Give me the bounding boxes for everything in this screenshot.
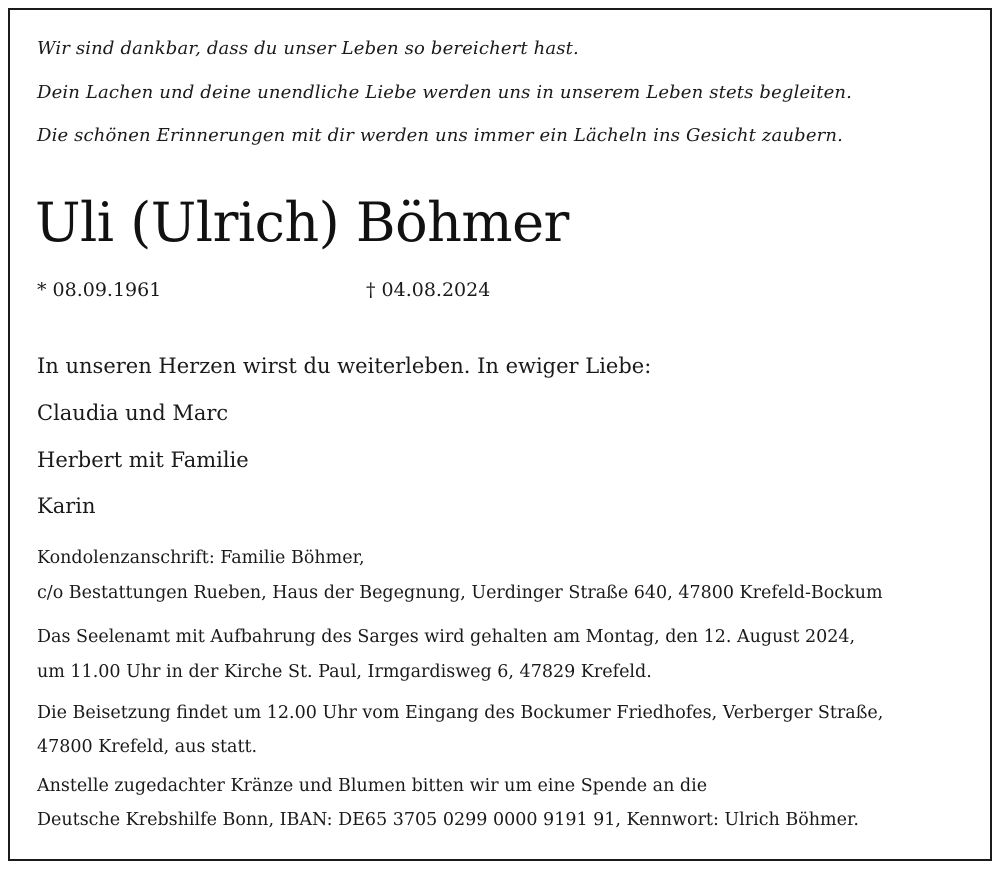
requiem-line-2: um 11.00 Uhr in der Kirche St. Paul, Irmgardisweg 6, 47829 Krefeld. <box>37 662 652 682</box>
mourner-name: Karin <box>37 494 96 518</box>
intro-line-3: Die schönen Erinnerungen mit dir werden uns immer ein Lächeln ins Gesicht zaubern. <box>37 125 844 146</box>
donation-line-1: Anstelle zugedachter Kränze und Blumen bitten wir um eine Spende an die <box>37 776 708 796</box>
deceased-name: Uli (Ulrich) Böhmer <box>35 191 569 254</box>
burial-line-1: Die Beisetzung findet um 12.00 Uhr vom Eingang des Bockumer Friedhofes, Verberger Straße, <box>37 703 884 723</box>
requiem-line-1: Das Seelenamt mit Aufbahrung des Sarges wird gehalten am Montag, den 12. August 2024, <box>37 627 856 647</box>
intro-line-2: Dein Lachen und deine unendliche Liebe werden uns in unserem Leben stets begleiten. <box>37 82 852 103</box>
mourners-heading: In unseren Herzen wirst du weiterleben. In ewiger Liebe: <box>37 354 652 378</box>
burial-line-2: 47800 Krefeld, aus statt. <box>37 737 258 757</box>
donation-line-2: Deutsche Krebshilfe Bonn, IBAN: DE65 3705 0299 0000 9191 91, Kennwort: Ulrich Böhmer. <box>37 810 859 830</box>
birth-date: * 08.09.1961 <box>37 279 162 301</box>
condolence-line-1: Kondolenzanschrift: Familie Böhmer, <box>37 548 365 568</box>
intro-line-1: Wir sind dankbar, dass du unser Leben so bereichert hast. <box>37 38 579 59</box>
mourner-name: Herbert mit Familie <box>37 448 249 472</box>
mourner-name: Claudia und Marc <box>37 401 229 425</box>
death-date: † 04.08.2024 <box>366 279 491 301</box>
condolence-line-2: c/o Bestattungen Rueben, Haus der Begegnung, Uerdinger Straße 640, 47800 Krefeld-Bockum <box>37 583 883 603</box>
